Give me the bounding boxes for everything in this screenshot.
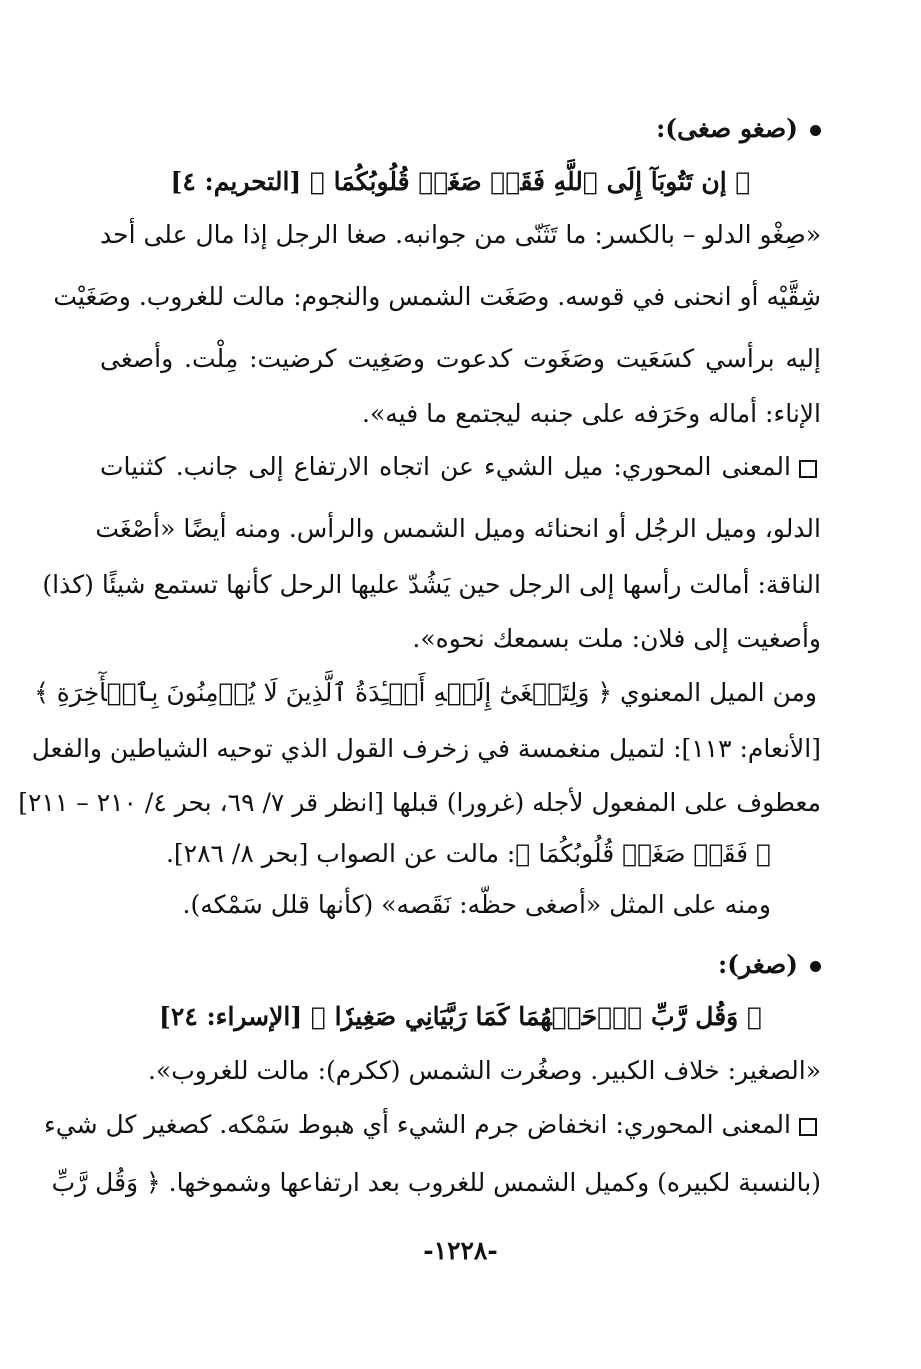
core-meaning-text: المعنى المحوري: ميل الشيء عن اتجاه الارتفاع إلى جانب. كثنيات (100, 452, 791, 481)
paragraph-line: ومن الميل المعنوي ﴿ وَلِتَصۡغَىٰٓ إِلَيۡهِ أَفۡـِٔدَةُ ٱلَّذِينَ لَا يُؤۡمِنُونَ بِٱلۡأٓخِرَةِ ﴾ (34, 678, 817, 707)
bullet-icon (810, 125, 821, 136)
paragraph-line: [الأنعام: ١١٣]: لتميل منغمسة في زخرف القول الذي توحيه الشياطين والفعل (31, 734, 821, 763)
core-meaning-line: الناقة: أمالت رأسها إلى الرجل حين يَشُدّ عليها الرحل كأنها تستمع شيئًا (كذا) (42, 570, 821, 599)
core-meaning-line: الدلو، وميل الرجُل أو انحنائه وميل الشمس والرأس. ومنه أيضًا «أصْغَت (95, 514, 821, 543)
entry-heading (100, 948, 821, 982)
quran-verse: ﴿ إن تَتُوبَآ إِلَى ٱللَّهِ فَقَدۡ صَغَتۡ قُلُوبُكُمَا ﴾ [التحريم: ٤] (170, 167, 751, 196)
quran-verse: ﴿ وَقُل رَّبِّ ٱرۡحَمۡهُمَا كَمَا رَبَّيَانِي صَغِيرٗا ﴾ [الإسراء: ٢٤] (159, 1002, 762, 1031)
core-meaning-line: وأصغيت إلى فلان: ملت بسمعك نحوه». (412, 624, 821, 653)
definition-line: «الصغير: خلاف الكبير. وصغُرت الشمس (ككرم): مالت للغروب». (147, 1056, 821, 1085)
core-meaning-line (100, 450, 817, 484)
paragraph-line: ﴿ فَقَدۡ صَغَتۡ قُلُوبُكُمَا ﴾: مالت عن الصواب [بحر ٨/ ٢٨٦]. (165, 839, 771, 868)
definition-line: إليه برأسي كسَعَيت وصَغَوت كدعوت وصَغِيت كرضيت: مِلْت. وأصغى (100, 344, 821, 373)
core-meaning-line (44, 1108, 817, 1142)
page-number: -١٢٢٨- (423, 1236, 498, 1265)
entry-heading-text: (صغو صغى): (656, 114, 798, 143)
definition-line: شِقَّيْه أو انحنى في قوسه. وصَغَت الشمس والنجوم: مالت للغروب. وصَغَيْت (53, 282, 821, 311)
definition-line: «صِغْو الدلو – بالكسر: ما تَثَنّى من جوانبه. صغا الرجل إذا مال على أحد (100, 220, 821, 249)
core-meaning-line: (بالنسبة لكبيره) وكميل الشمس للغروب بعد ارتفاعها وشموخها. ﴿ وَقُل رَّبِّ (51, 1168, 821, 1197)
paragraph-line: ومنه على المثل «أصغى حظّه: نَقَصه» (كأنها قلل سَمْكه). (182, 890, 771, 919)
definition-line: الإناء: أماله وحَرَفه على جنبه ليجتمع ما فيه». (362, 399, 821, 428)
entry-heading (100, 112, 821, 146)
square-bullet-icon (799, 460, 817, 478)
core-meaning-text: المعنى المحوري: انخفاض جرم الشيء أي هبوط سَمْكه. كصغير كل شيء (44, 1110, 791, 1139)
bullet-icon (810, 961, 821, 972)
paragraph-line: معطوف على المفعول لأجله (غرورا) قبلها [انظر قر ٧/ ٦٩، بحر ٤/ ٢١٠ – ٢١١] (18, 788, 821, 817)
entry-heading-text: (صغر): (718, 950, 798, 979)
square-bullet-icon (799, 1118, 817, 1136)
